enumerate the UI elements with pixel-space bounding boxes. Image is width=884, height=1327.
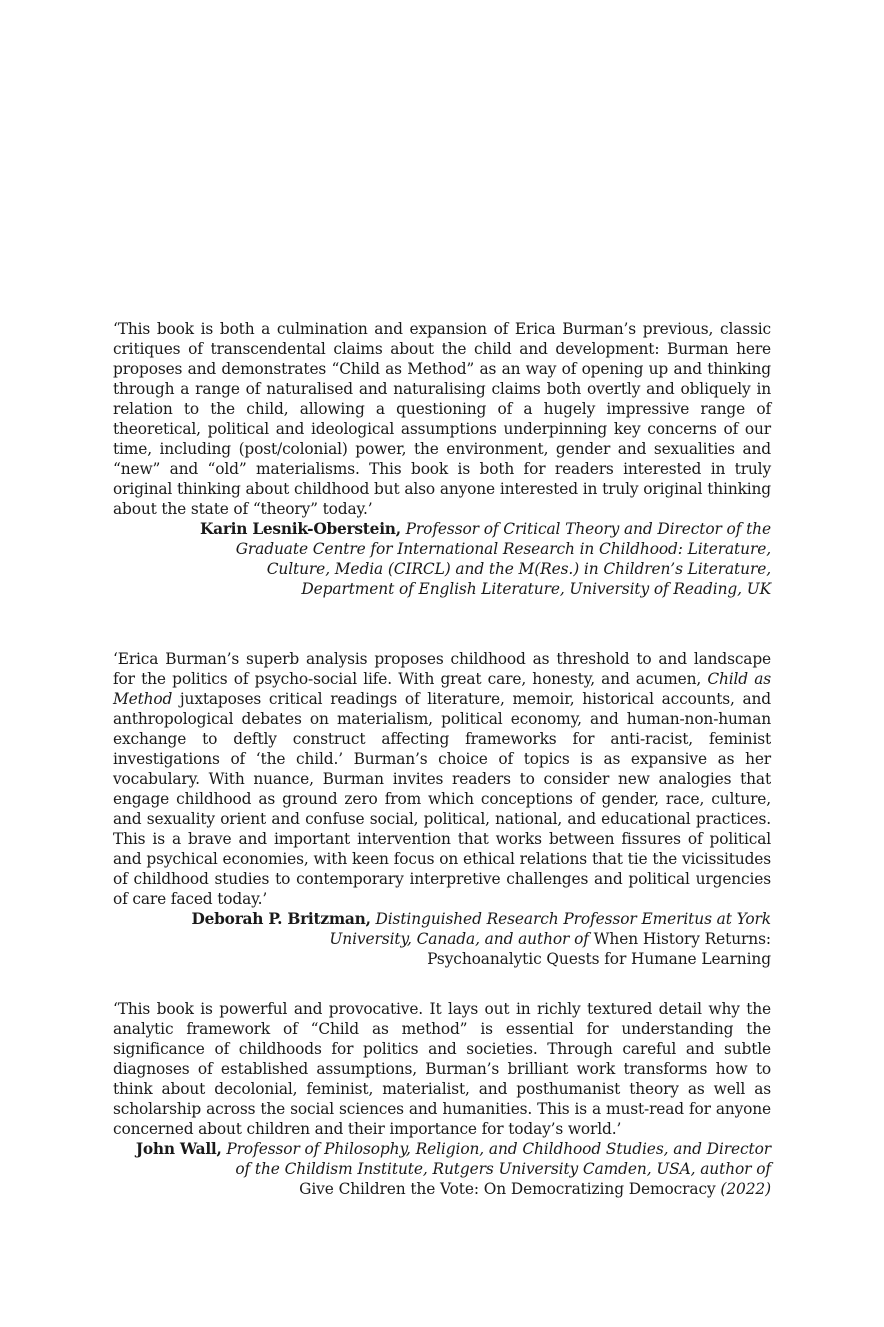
endorser-name: Deborah P. Britzman, [191,910,371,928]
book-title: Psychoanalytic Quests for Humane Learning [427,950,771,968]
endorser-name: Karin Lesnik-Oberstein, [199,520,401,538]
endorser-name: John Wall, [135,1140,222,1158]
endorser-affiliation: Professor of Critical Theory and Director of the [405,520,771,538]
endorsement-lesnik-oberstein [113,319,771,599]
endorsement-quote [113,649,771,909]
quote-text: ‘Erica Burman’s superb analysis proposes childhood as threshold to and landscape for the politics of psycho-social life. With great care, honesty, and acumen, [113,650,771,688]
endorsement-attribution [113,519,771,599]
endorsement-britzman [113,649,771,969]
book-title: When History Returns: [593,930,771,948]
endorsement-attribution [113,909,771,969]
endorser-affiliation: Professor of Philosophy, Religion, and Childhood Studies, and Director [226,1140,771,1158]
attribution-line [113,1139,771,1159]
attribution-line [113,1179,771,1199]
book-title: Give Children the Vote: On Democratizing Democracy [299,1180,716,1198]
endorsement-quote: ‘This book is both a culmination and expansion of Erica Burman’s previous, classic critiques of transcendental claims about the child and development: Burman here proposes and demonstrates “Child as Method” as an way of opening up and thinking through a range of naturalised and naturalising claims both overtly and obliquely in relation to the child, allowing a questioning of a hugely impressive range of theoretical, political and ideological assumptions underpinning key concerns of our time, including (post/colonial) power, the environment, gender and sexualities and “new” and “old” materialisms. This book is both for readers interested in truly original thinking about childhood but also anyone interested in truly original thinking about the state of “theory” today.’ [113,320,771,518]
endorser-affiliation: Distinguished Research Professor Emeritus at York [375,910,771,928]
attribution-line [113,519,771,539]
endorser-affiliation: Graduate Centre for International Research in Childhood: Literature, [235,540,771,558]
endorsement-wall [113,999,771,1199]
endorsements-page [113,0,771,1327]
book-title: Child as Method [113,670,772,708]
endorser-affiliation: of the Childism Institute, Rutgers University Camden, USA, author of [235,1160,771,1178]
endorsement-attribution [113,1139,771,1199]
quote-text: juxtaposes critical readings of literature, memoir, historical accounts, and anthropological debates on materialism, political economy, and human-non-human exchange to deftly construct affecting frameworks for anti-racist, feminist investigations of ‘the child.’ Burman’s choice of topics is as expansive as her vocabulary. With nuance, Burman invites readers to consider new analogies that engage childhood as ground zero from which conceptions of gender, race, culture, and sexuality orient and confuse social, political, national, and educational practices. This is a brave and important intervention that works between fissures of political and psychical economies, with keen focus on ethical relations that tie the vicissitudes of childhood studies to contemporary interpretive challenges and political urgencies of care faced today.’ [113,690,771,908]
endorser-affiliation: University, Canada, and author of [329,930,589,948]
book-year: (2022) [720,1180,771,1198]
attribution-line [113,929,771,949]
attribution-line [113,909,771,929]
endorser-affiliation: Department of English Literature, University of Reading, UK [301,580,771,598]
endorser-affiliation: Culture, Media (CIRCL) and the M(Res.) in Children’s Literature, [266,560,771,578]
endorsement-quote: ‘This book is powerful and provocative. It lays out in richly textured detail why the analytic framework of “Child as method” is essential for understanding the significance of childhoods for politics and societies. Through careful and subtle diagnoses of established assumptions, Burman’s brilliant work transforms how to think about decolonial, feminist, materialist, and posthumanist theory as well as scholarship across the social sciences and humanities. This is a must-read for anyone concerned about children and their importance for today’s world.’ [113,1000,771,1138]
